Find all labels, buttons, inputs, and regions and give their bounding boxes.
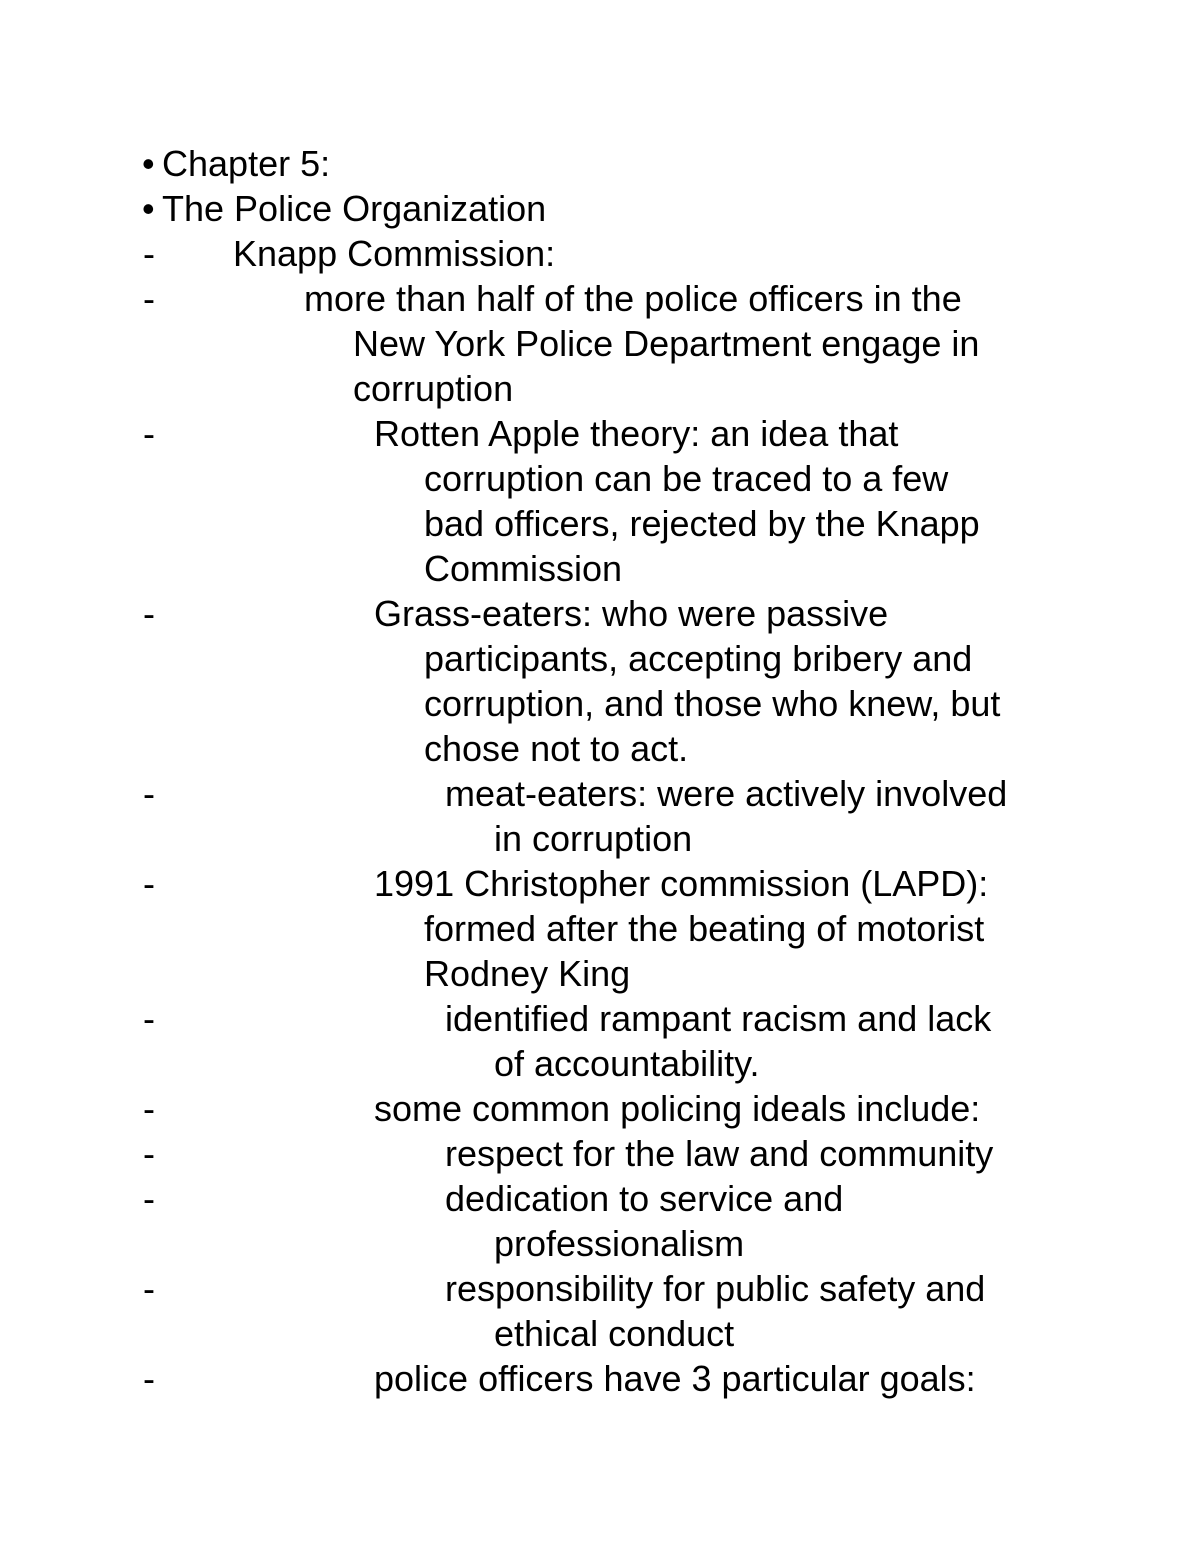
chapter-title: The Police Organization bbox=[162, 188, 547, 229]
list-item-line: identified rampant racism and lack bbox=[445, 998, 992, 1039]
list-item-line: corruption bbox=[353, 368, 514, 409]
list-item-line: respect for the law and community bbox=[445, 1133, 994, 1174]
dash-marker: - bbox=[143, 773, 155, 814]
list-item-line: responsibility for public safety and bbox=[445, 1268, 986, 1309]
dash-marker: - bbox=[143, 1133, 155, 1174]
list-item-line: in corruption bbox=[494, 818, 693, 859]
dash-marker: - bbox=[143, 413, 155, 454]
list-item-line: professionalism bbox=[494, 1223, 745, 1264]
list-item-line: Grass-eaters: who were passive bbox=[374, 593, 889, 634]
dash-marker: - bbox=[143, 593, 155, 634]
dash-marker: - bbox=[143, 1178, 155, 1219]
list-item-line: Rodney King bbox=[424, 953, 631, 994]
dash-marker: - bbox=[143, 278, 155, 319]
list-item-line: police officers have 3 particular goals: bbox=[374, 1358, 976, 1399]
dash-marker: - bbox=[143, 233, 155, 274]
list-item-line: bad officers, rejected by the Knapp bbox=[424, 503, 980, 544]
list-item-line: Knapp Commission: bbox=[233, 233, 556, 274]
chapter-heading: Chapter 5: bbox=[162, 143, 331, 184]
dash-marker: - bbox=[143, 1088, 155, 1129]
list-item-line: 1991 Christopher commission (LAPD): bbox=[374, 863, 989, 904]
dash-marker: - bbox=[143, 998, 155, 1039]
list-item-line: participants, accepting bribery and bbox=[424, 638, 973, 679]
bullet-marker: • bbox=[142, 188, 155, 229]
dash-marker: - bbox=[143, 1358, 155, 1399]
list-item-line: dedication to service and bbox=[445, 1178, 844, 1219]
list-item-line: some common policing ideals include: bbox=[374, 1088, 981, 1129]
list-item-line: ethical conduct bbox=[494, 1313, 735, 1354]
list-item-line: of accountability. bbox=[494, 1043, 760, 1084]
list-item-line: corruption, and those who knew, but bbox=[424, 683, 1001, 724]
list-item-line: formed after the beating of motorist bbox=[424, 908, 985, 949]
dash-marker: - bbox=[143, 863, 155, 904]
list-item-line: Rotten Apple theory: an idea that bbox=[374, 413, 899, 454]
list-item-line: meat-eaters: were actively involved bbox=[445, 773, 1008, 814]
list-item-line: chose not to act. bbox=[424, 728, 689, 769]
dash-marker: - bbox=[143, 1268, 155, 1309]
list-item-line: more than half of the police officers in the bbox=[304, 278, 962, 319]
list-item-line: Commission bbox=[424, 548, 623, 589]
bullet-marker: • bbox=[142, 143, 155, 184]
list-item-line: corruption can be traced to a few bbox=[424, 458, 949, 499]
list-item-line: New York Police Department engage in bbox=[353, 323, 980, 364]
